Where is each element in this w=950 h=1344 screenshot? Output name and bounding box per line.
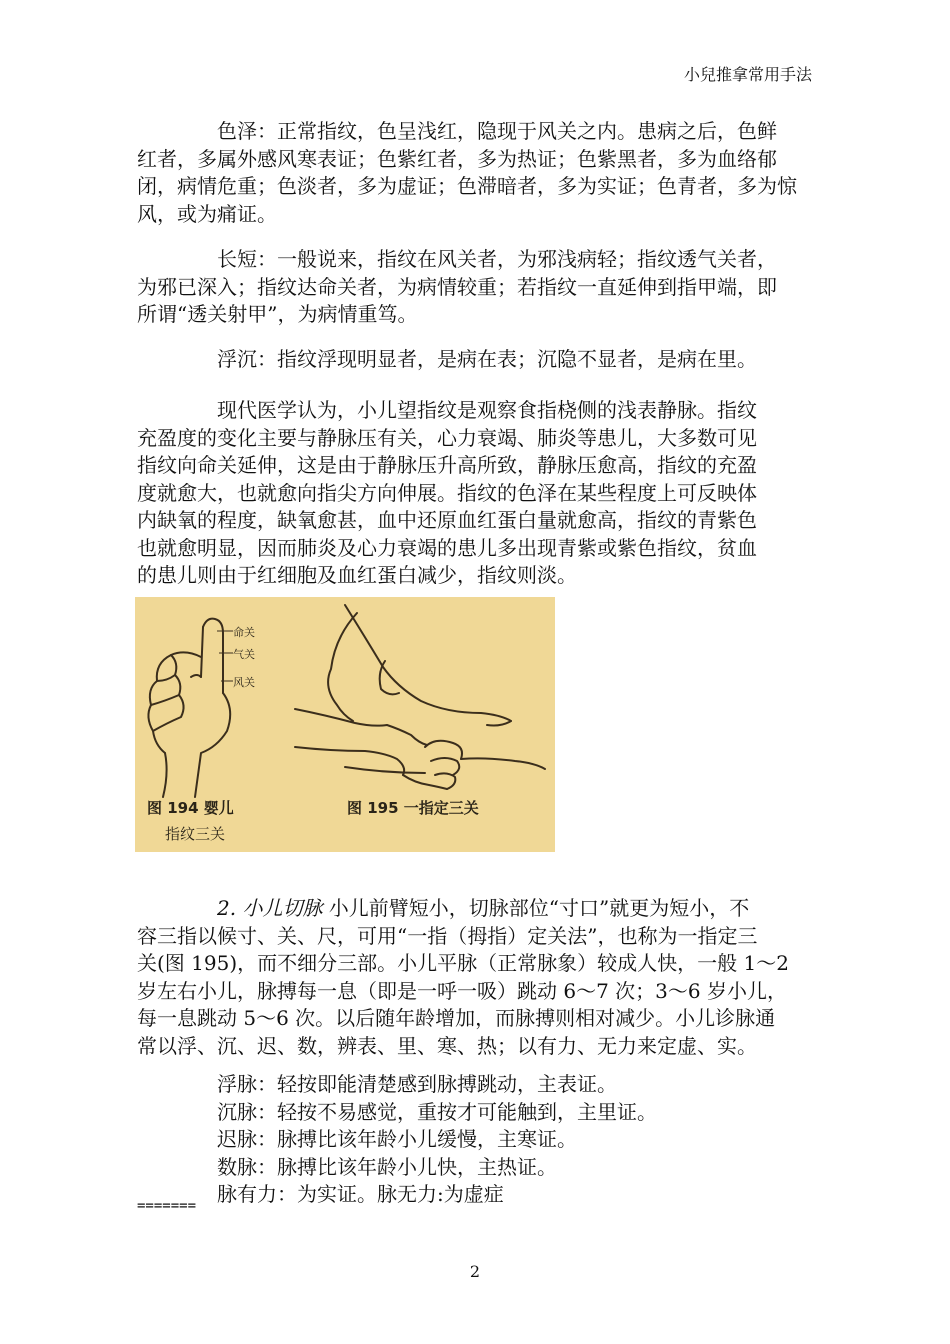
- paragraph-modern-medicine: [137, 397, 817, 590]
- paragraph-line: 红者，多属外感风寒表证；色紫红者，多为热证；色紫黑者，多为血络郁: [137, 146, 777, 171]
- paragraph-line: 浮沉：指纹浮现明显者，是病在表；沉隐不显者，是病在里。: [217, 347, 757, 371]
- paragraph-line: 指纹向命关延伸，这是由于静脉压升高所致，静脉压愈高，指纹的充盈: [137, 453, 757, 477]
- label-qi-guan: 气关: [233, 648, 255, 661]
- list-item: 浮脉：轻按即能清楚感到脉搏跳动，主表证。: [217, 1072, 617, 1096]
- section-heading: 2. 小儿切脉: [217, 896, 323, 920]
- paragraph-line: 闭，病情危重；色淡者，多为虚证；色滞暗者，多为实证；色青者，多为惊: [137, 174, 797, 198]
- paragraph-line: 岁左右小儿，脉搏每一息（即是一呼一吸）跳动 6～7 次；3～6 岁小儿，: [137, 978, 787, 1003]
- figure-194-caption: 图 194 婴儿: [147, 799, 234, 817]
- paragraph-line: 容三指以候寸、关、尺，可用“一指（拇指）定关法”，也称为一指定三: [137, 923, 758, 948]
- paragraph-line: 色泽：正常指纹，色呈浅红，隐现于风关之内。患病之后，色鲜: [217, 119, 777, 143]
- paragraph-line: 风，或为痛证。: [137, 201, 277, 226]
- list-item: 数脉：脉搏比该年龄小儿快，主热证。: [217, 1154, 557, 1179]
- list-item: 脉有力：为实证。脉无力:为虚症: [217, 1182, 504, 1206]
- paragraph-line-rest: 小儿前臂短小，切脉部位“寸口”就更为短小，不: [322, 896, 750, 920]
- paragraph-line: 内缺氧的程度，缺氧愈甚，血中还原血红蛋白量就愈高，指纹的青紫色: [137, 508, 757, 532]
- paragraph-length: [137, 246, 817, 329]
- paragraph-line: 的患儿则由于红细胞及血红蛋白减少，指纹则淡。: [137, 563, 577, 587]
- paragraph-line: 每一息跳动 5～6 次。以后随年龄增加，而脉搏则相对减少。小儿诊脉通: [137, 1006, 776, 1030]
- paragraph-line: 为邪已深入；指纹达命关者，为病情较重；若指纹一直延伸到指甲端，即: [137, 274, 777, 299]
- paragraph-depth: [137, 346, 817, 374]
- paragraph-line: 长短：一般说来，指纹在风关者，为邪浅病轻；指纹透气关者，: [217, 247, 777, 271]
- paragraph-pulse-diagnosis: [137, 895, 817, 1060]
- paragraph-line: [137, 895, 817, 923]
- paragraph-line: 现代医学认为，小儿望指纹是观察食指桡侧的浅表静脉。指纹: [217, 398, 757, 422]
- paragraph-line: 也就愈明显，因而肺炎及心力衰竭的患儿多出现青紫或紫色指纹，贫血: [137, 535, 757, 560]
- label-ming-guan: 命关: [233, 626, 255, 639]
- list-item: 沉脉：轻按不易感觉，重按才可能触到，主里证。: [217, 1099, 657, 1124]
- page-number: 2: [469, 1262, 481, 1281]
- paragraph-line: 关(图 195)，而不细分三部。小儿平脉（正常脉象）较成人快，一般 1～2: [137, 951, 789, 975]
- figure-194-caption-line2: 指纹三关: [165, 825, 226, 843]
- figure-195-caption: 图 195 一指定三关: [347, 799, 479, 817]
- paragraph-line: 充盈度的变化主要与静脉压有关，心力衰竭、肺炎等患儿，大多数可见: [137, 425, 757, 450]
- separator-line: =======: [137, 1198, 197, 1214]
- label-feng-guan: 风关: [233, 676, 255, 689]
- page-header-title: 小兒推拿常用手法: [683, 65, 812, 84]
- paragraph-line: 度就愈大，也就愈向指尖方向伸展。指纹的色泽在某些程度上可反映体: [137, 480, 757, 505]
- paragraph-line: 所谓“透关射甲”，为病情重笃。: [137, 302, 418, 326]
- paragraph-line: 常以浮、沉、迟、数，辨表、里、寒、热；以有力、无力来定虚、实。: [137, 1033, 757, 1058]
- figure-hand-illustrations: [135, 597, 555, 852]
- paragraph-color: [137, 118, 817, 228]
- list-item: 迟脉：脉搏比该年龄小儿缓慢，主寒证。: [217, 1127, 577, 1151]
- pulse-type-list: [137, 1071, 817, 1209]
